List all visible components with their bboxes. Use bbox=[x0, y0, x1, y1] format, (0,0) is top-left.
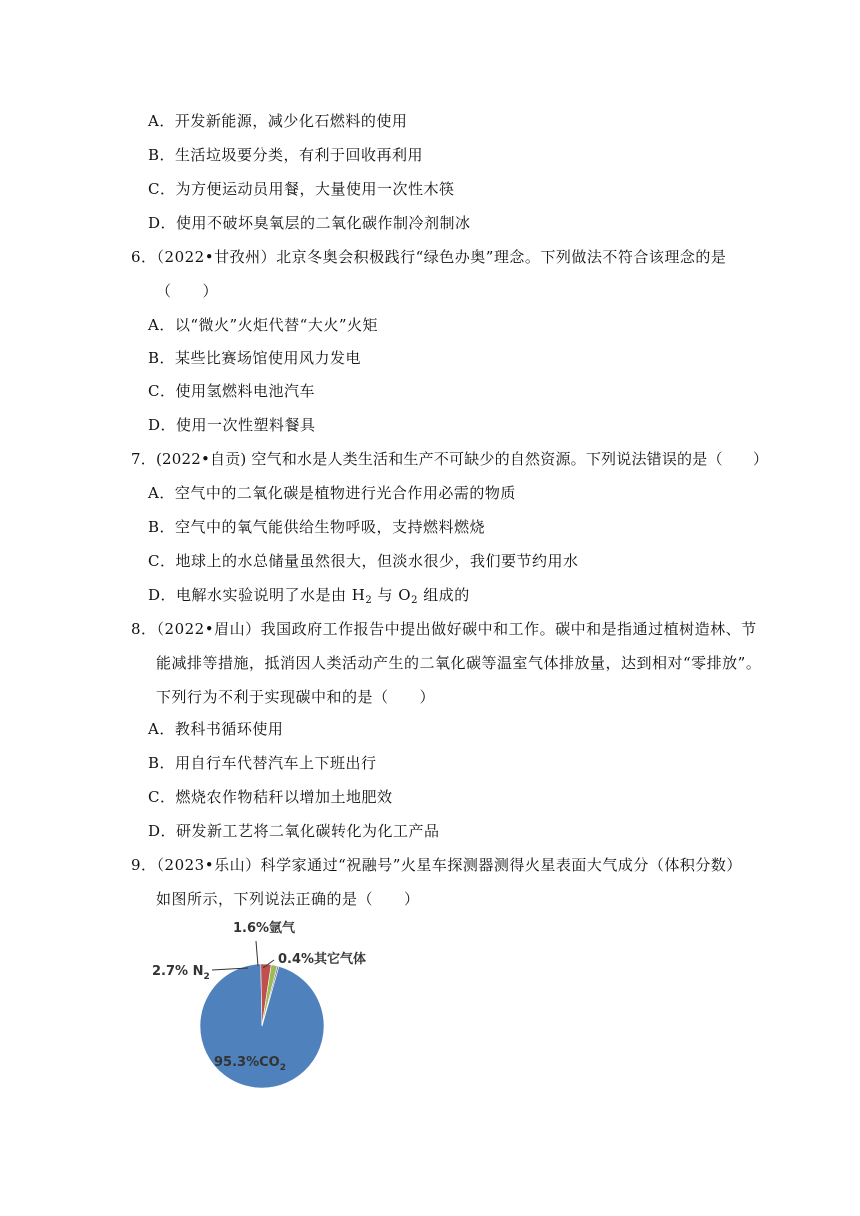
q7-option-d-text2: 与 O bbox=[372, 586, 412, 604]
label-ar bbox=[233, 920, 296, 936]
label-other-text: 0.4%其它气体 bbox=[278, 952, 367, 967]
label-co2-text: 95.3%CO bbox=[214, 1055, 280, 1070]
q7-option-d bbox=[148, 585, 470, 611]
leader-ar bbox=[256, 941, 258, 966]
q8-option-d: D．研发新工艺将二氧化碳转化为化工产品 bbox=[148, 822, 440, 840]
label-co2-sub: 2 bbox=[279, 1063, 286, 1073]
label-ar-text: 1.6%氩气 bbox=[233, 921, 296, 936]
q7-option-d-sub2: 2 bbox=[411, 595, 418, 606]
label-n2-text: 2.7% N bbox=[152, 964, 204, 979]
q6-option-d: D．使用一次性塑料餐具 bbox=[148, 416, 316, 434]
label-n2 bbox=[152, 964, 210, 982]
q5-option-a: A．开发新能源，减少化石燃料的使用 bbox=[148, 112, 408, 130]
q7-stem: 7．(2022•自贡) 空气和水是人类生活和生产不可缺少的自然资源。下列说法错误的是（ ） bbox=[131, 450, 769, 468]
q5-option-c: C．为方便运动员用餐，大量使用一次性木筷 bbox=[148, 180, 455, 198]
q7-option-d-sub1: 2 bbox=[365, 595, 373, 606]
q8-option-a: A．教科书循环使用 bbox=[148, 720, 284, 738]
q6-stem-line1: 6．（2022•甘孜州）北京冬奥会积极践行“绿色办奥”理念。下列做法不符合该理念的是 bbox=[131, 248, 727, 266]
q9-stem-line2: 如图所示，下列说法正确的是（ ） bbox=[156, 890, 420, 908]
q7-option-c: C．地球上的水总储量虽然很大，但淡水很少，我们要节约用水 bbox=[148, 552, 579, 570]
label-n2-sub: 2 bbox=[203, 972, 210, 982]
q9-stem-line1: 9．（2023•乐山）科学家通过“祝融号”火星车探测器测得火星表面大气成分（体积分数） bbox=[131, 856, 742, 874]
q6-option-b: B．某些比赛场馆使用风力发电 bbox=[148, 349, 362, 367]
q6-stem-line2: （ ） bbox=[156, 282, 219, 300]
q7-option-b: B．空气中的氧气能供给生物呼吸，支持燃料燃烧 bbox=[148, 518, 486, 536]
mars-atmosphere-pie-chart bbox=[140, 910, 390, 1090]
q8-option-c: C．燃烧农作物秸秆以增加土地肥效 bbox=[148, 788, 393, 806]
q8-stem-line1: 8．（2022•眉山）我国政府工作报告中提出做好碳中和工作。碳中和是指通过植树造林、节 bbox=[131, 620, 757, 638]
q7-option-a: A．空气中的二氧化碳是植物进行光合作用必需的物质 bbox=[148, 484, 516, 502]
q8-option-b: B．用自行车代替汽车上下班出行 bbox=[148, 754, 377, 772]
q5-option-b: B．生活垃圾要分类，有利于回收再利用 bbox=[148, 146, 424, 164]
q7-option-d-text3: 组成的 bbox=[417, 586, 470, 604]
q6-option-c: C．使用氢燃料电池汽车 bbox=[148, 382, 315, 400]
q8-stem-line3: 下列行为不利于实现碳中和的是（ ） bbox=[156, 688, 436, 706]
label-other bbox=[278, 951, 366, 967]
q5-option-d: D．使用不破坏臭氧层的二氧化碳作制冷剂制冰 bbox=[148, 214, 471, 232]
q6-option-a: A．以“微火”火炬代替“大火”火矩 bbox=[148, 316, 379, 334]
q8-stem-line2: 能减排等措施，抵消因人类活动产生的二氧化碳等温室气体排放量，达到相对“零排放”。 bbox=[156, 654, 762, 672]
q7-option-d-text1: D．电解水实验说明了水是由 H bbox=[148, 586, 366, 604]
